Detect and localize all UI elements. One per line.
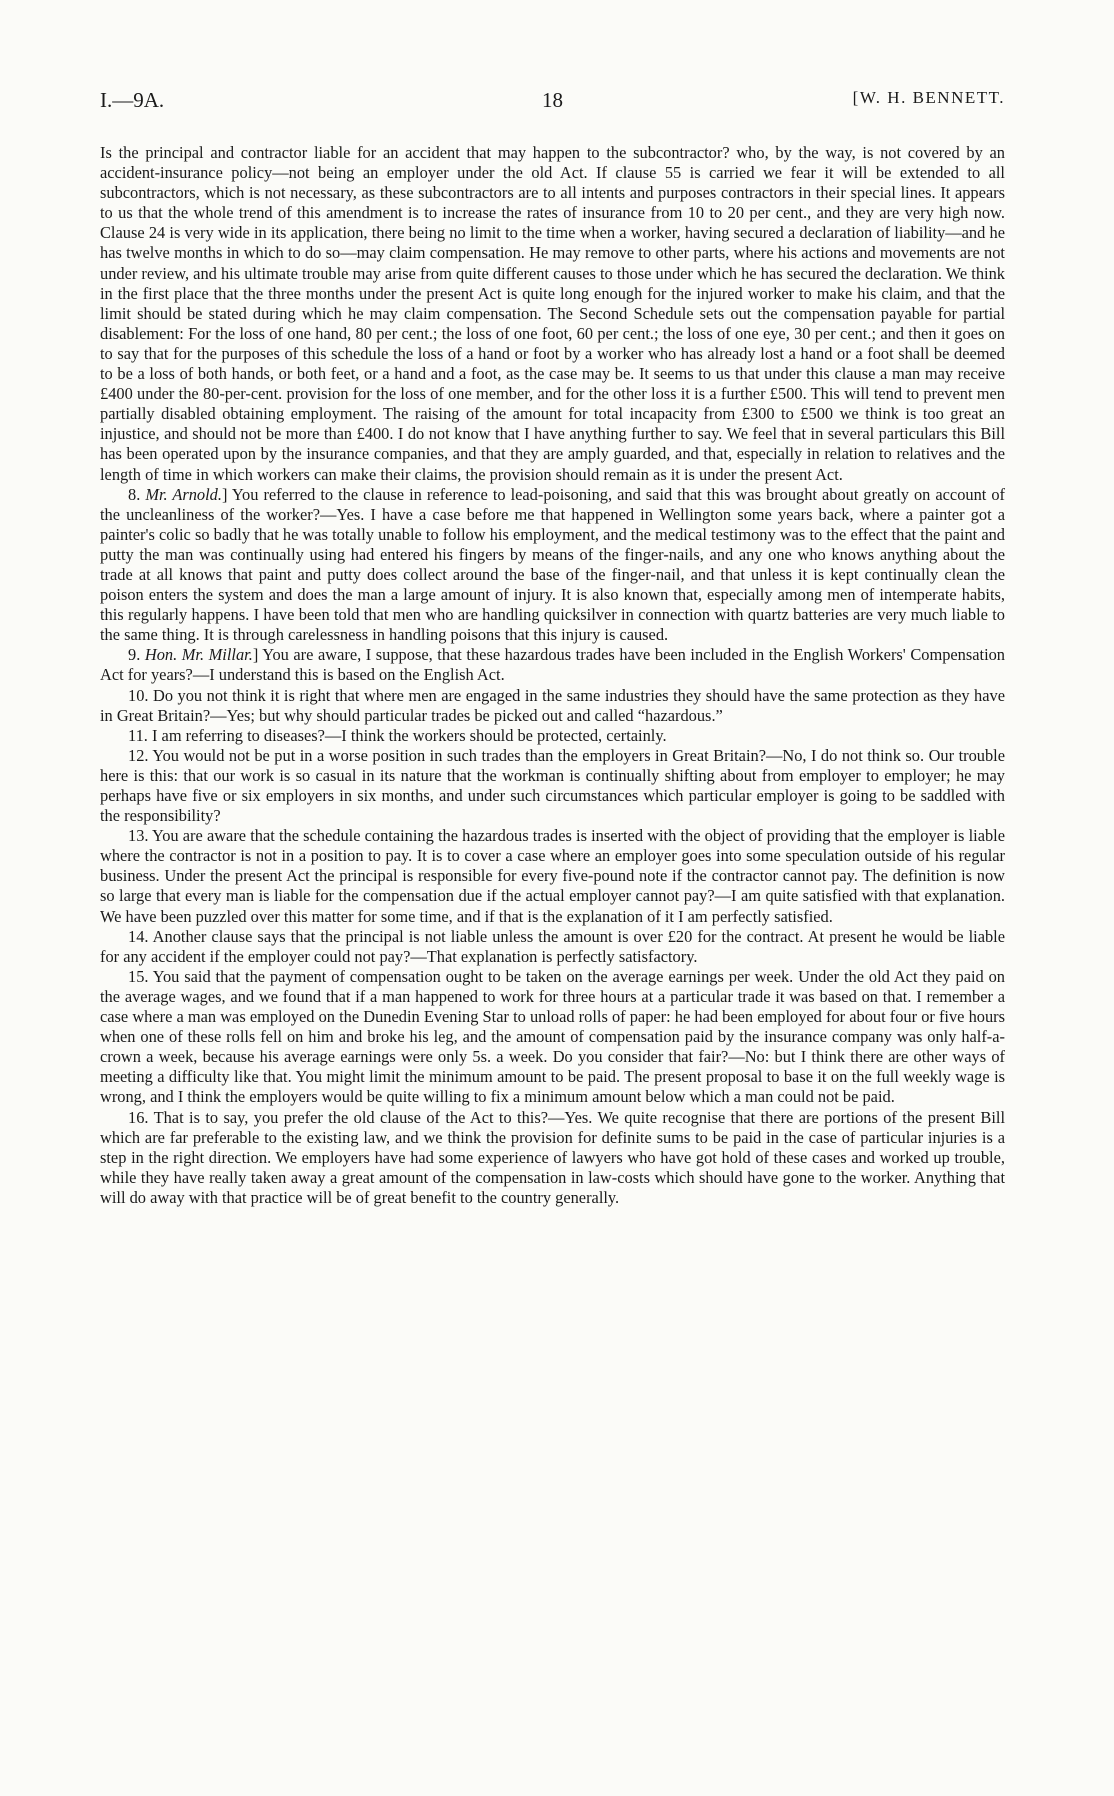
question-8 — [100, 485, 1005, 646]
question-11 — [100, 726, 1005, 746]
question-number: 8. — [128, 484, 146, 504]
question-number: 11. — [128, 725, 152, 745]
question-16 — [100, 1108, 1005, 1208]
body-text — [100, 143, 1005, 1208]
question-number: 16. — [128, 1107, 154, 1127]
question-number: 13. — [128, 826, 153, 846]
question-12 — [100, 746, 1005, 826]
question-number: 12. — [128, 745, 153, 765]
speaker-name: Mr. Arnold. — [145, 484, 222, 504]
question-10 — [100, 686, 1005, 726]
question-number: 15. — [128, 966, 153, 986]
paragraph-text: Another clause says that the principal is not liable unless the amount is over £20 for the contract. At present he would be liable for any accident if the employer could not pay?—That explanation is perfectly satisfactory. — [100, 926, 1005, 966]
question-14 — [100, 927, 1005, 967]
paragraph-text: Do you not think it is right that where men are engaged in the same industries they should have the same protection as they have in Great Britain?—Yes; but why should particular trades be picked out and called “hazardous.” — [100, 685, 1005, 725]
paragraph-text: Is the principal and contractor liable for an accident that may happen to the subcontractor? who, by the way, is not covered by an accident-insurance policy—not being an employer under the old Act. If clause 55 is carried we fear it will be extended to all subcontractors, which is not necessary, as these subcontractors are to all intents and purposes contractors in their special lines. It appears to us that the whole trend of this amendment is to increase the rates of insurance from 10 to 20 per cent., and they are very high now. Clause 24 is very wide in its application, there being no limit to the time when a worker, having secured a declaration of liability—and he has twelve months in which to do so—may claim compensation. He may remove to other parts, where his actions and movements are not under review, and his ultimate trouble may arise from quite different causes to those under which he has secured the declaration. We think in the first place that the three months under the present Act is quite long enough for the injured worker to make his claim, and that the limit should be stated during which he may claim compensation. The Second Schedule sets out the compensation payable for partial disablement: For the loss of one hand, 80 per cent.; the loss of one foot, 60 per cent.; the loss of one eye, 30 per cent.; and then it goes on to say that for the purposes of this schedule the loss of a hand or foot by a worker who has already lost a hand or a foot shall be deemed to be a loss of both hands, or both feet, or a hand and a foot, as the case may be. It seems to us that under this clause a man may receive £400 under the 80-per-cent. provision for the loss of one member, and for the other loss it is a further £500. This will tend to prevent men partially disabled obtaining employment. The raising of the amount for total incapacity from £300 to £500 we think is too great an injustice, and should not be more than £400. I do not know that I have anything further to say. We feel that in several particulars this Bill has been operated upon by the insurance companies, and that they are amply guarded, and that, especially in relation to relatives and the length of time in which workers can make their claims, the provision should remain as it is under the present Act. — [100, 143, 1005, 484]
question-number: 9. — [128, 645, 145, 665]
question-15 — [100, 967, 1005, 1108]
paragraph-text: ] You are aware, I suppose, that these hazardous trades have been included in the English Workers' Compensation Act for years?—I understand this is based on the English Act. — [100, 645, 1006, 685]
paragraph-text: I am referring to diseases?—I think the workers should be protected, certainly. — [151, 725, 667, 745]
speaker-name: Hon. Mr. Millar. — [144, 645, 253, 665]
paragraph — [100, 143, 1005, 485]
paragraph-text: You would not be put in a worse position in such trades than the employers in Great Britain?—No, I do not think so. Our trouble here is this: that our work is so casual in its nature that the workman is continually shifting about from employer to employer; he may perhaps have five or six employers in six months, and under such circumstances which particular employer is going to be saddled with the responsibility? — [100, 745, 1005, 826]
witness-name: [W. H. BENNETT. — [852, 88, 1005, 107]
page-number: 18 — [542, 88, 563, 112]
paragraph-text: You said that the payment of compensation ought to be taken on the average earnings per week. Under the old Act they paid on the average wages, and we found that if a man happened to work for three hours at a particular trade it was based on that. I remember a case where a man was employed on the Dunedin Evening Star to unload rolls of paper: he had been employed for about four or five hours when one of these rolls fell on him and broke his leg, and the amount of compensation paid by the insurance company was only half-a-crown a week, because his average earnings were only 5s. a week. Do you consider that fair?—No: but I think there are other ways of meeting a difficulty like that. You might limit the minimum amount to be paid. The present proposal to base it on the full weekly wage is wrong, and I think the employers would be quite willing to fix a minimum amount below which a man could not be paid. — [100, 966, 1005, 1107]
question-number: 10. — [128, 685, 153, 705]
paragraph-text: That is to say, you prefer the old clause of the Act to this?—Yes. We quite recognise that there are portions of the present Bill which are far preferable to the existing law, and we think the provision for definite sums to be paid in the case of particular injuries is a step in the right direction. We employers have had some experience of lawyers who have got hold of these cases and worked up trouble, while they have really taken away a great amount of the compensation in law-costs which should have gone to the worker. Anything that will do away with that practice will be of great benefit to the country generally. — [100, 1107, 1006, 1207]
question-9 — [100, 645, 1005, 685]
question-13 — [100, 826, 1005, 926]
paragraph-text: ] You referred to the clause in reference to lead-poisoning, and said that this was brought about greatly on account of the uncleanliness of the worker?—Yes. I have a case before me that happened in Wellington some years back, where a painter got a painter's colic so badly that he was totally unable to follow his employment, and the medical testimony was to the effect that the paint and putty the man was continually using had entered his fingers by means of the finger-nails, and any one who knows anything about the trade at all knows that paint and putty does collect around the base of the finger-nail, and that unless it is kept continually clean the poison enters the system and does the man a large amount of injury. It is also known that, especially among men of intemperate habits, this regularly happens. I have been told that men who are handling quicksilver in connection with quartz batteries are very much liable to the same thing. It is through carelessness in handling poisons that this injury is caused. — [100, 484, 1005, 645]
document-reference: I.—9A. — [100, 88, 165, 112]
paragraph-text: You are aware that the schedule containing the hazardous trades is inserted with the object of providing that the employer is liable where the contractor is not in a position to pay. It is to cover a case where an employer goes into some speculation outside of his regular business. Under the present Act the principal is responsible for every five-pound note if the contractor cannot pay. The definition is now so large that every man is liable for the compensation due if the actual employer cannot pay?—I am quite satisfied with that explanation. We have been puzzled over this matter for some time, and if that is the explanation of it I am perfectly satisfied. — [100, 826, 1005, 926]
question-number: 14. — [128, 926, 153, 946]
page-header — [100, 88, 1005, 118]
